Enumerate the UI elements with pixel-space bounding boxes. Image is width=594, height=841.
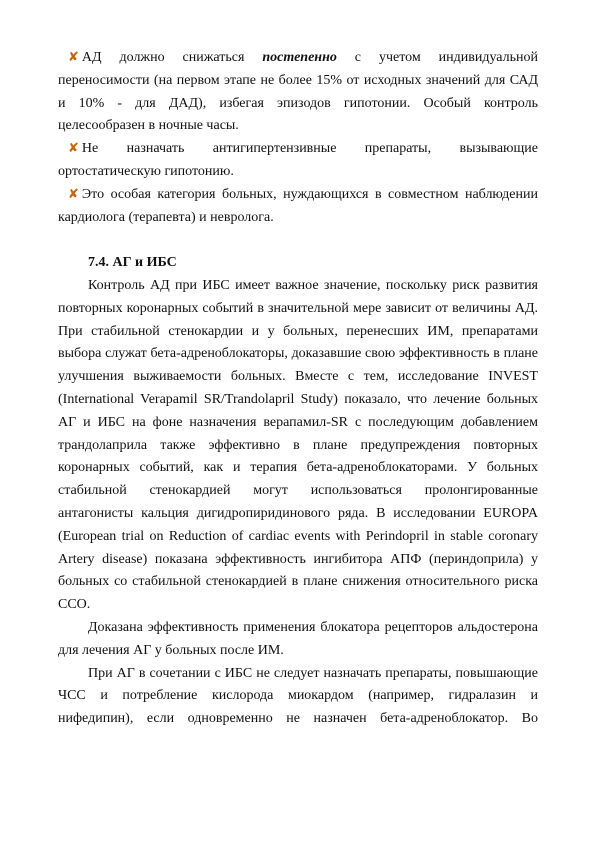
bullet-2-line-2: ортостатическую гипотонию.	[58, 163, 234, 179]
paragraph-1-line: Контроль АД при ИБС имеет важное значение, поскольку риск развития	[88, 277, 538, 293]
emphasis-text: постепенно	[262, 50, 337, 65]
paragraph-1-line: выбора служат бета-адреноблокаторы, доказавшие свою эффективность в плане	[58, 346, 538, 362]
bullet-1-line-3: и 10% - для ДАД), избегая эпизодов гипотонии. Особый контроль	[58, 95, 538, 111]
paragraph-1-line: При стабильной стенокардии и у больных, перенесших ИМ, препаратами	[58, 323, 538, 339]
paragraph-3-line: ЧСС и потребление кислорода миокардом (например, гидралазин и	[58, 688, 538, 704]
paragraph-1-line: повторных коронарных событий в значительной мере зависит от величины АД.	[58, 300, 538, 316]
paragraph-1-line: антагонисты кальция дигидропиридинового ряда. В исследовании EUROPA	[58, 505, 538, 521]
paragraph-3-line: нифедипин), если одновременно не назначен бета-адреноблокатор. Во	[58, 711, 538, 727]
paragraph-1-line: (European trial on Reduction of cardiac events with Perindopril in stable coronary	[58, 528, 538, 544]
paragraph-1-line: трандолаприла также эффективно в плане предупреждения повторных	[58, 437, 538, 453]
cross-mark-icon: ✘	[68, 186, 79, 202]
bullet-3-line-1: ✘ Это особая категория больных, нуждающихся в совместном наблюдении	[68, 186, 538, 202]
paragraph-2-line: для лечения АГ у больных после ИМ.	[58, 642, 284, 658]
bullet-3-line-2: кардиолога (терапевта) и невролога.	[58, 209, 274, 225]
section-title: 7.4. АГ и ИБС	[88, 255, 177, 271]
paragraph-2-line: Доказана эффективность применения блокатора рецепторов альдостерона	[88, 619, 538, 635]
paragraph-1-line: больных со стабильной стенокардией в плане снижения относительного риска	[58, 574, 538, 590]
cross-mark-icon: ✘	[68, 50, 79, 65]
spacer	[58, 229, 538, 252]
paragraph-3-line: При АГ в сочетании с ИБС не следует назначать препараты, повышающие	[88, 665, 538, 681]
bullet-1-line-2: переносимости (на первом этапе не более 15% от исходных значений для САД	[58, 72, 538, 88]
paragraph-1-line: ССО.	[58, 597, 91, 613]
paragraph-1-line: АГ и ИБС на фоне назначения верапамил-SR с последующим добавлением	[58, 414, 538, 430]
paragraph-1-line: коронарных событий, как и терапия бета-адреноблокаторами. У больных	[58, 460, 538, 476]
paragraph-1-line: (International Verapamil SR/Trandolapril Study) показало, что лечение больных	[58, 391, 538, 407]
bullet-1-line-4: целесообразен в ночные часы.	[58, 118, 239, 134]
paragraph-1-line: Artery disease) показана эффективность ингибитора АПФ (периндоприла) у	[58, 551, 538, 567]
cross-mark-icon: ✘	[68, 141, 79, 157]
bullet-1-line-1: ✘ АД должно снижаться постепенно с учетом индивидуальной	[68, 50, 539, 65]
paragraph-1-line: улучшения выживаемости больных. Вместе с тем, исследование INVEST	[58, 369, 538, 385]
bullet-2-line-1: ✘ Не назначать антигипертензивные препараты, вызывающие	[68, 141, 538, 157]
paragraph-1-line: стабильной стенокардией могут использоваться пролонгированные	[58, 483, 538, 499]
